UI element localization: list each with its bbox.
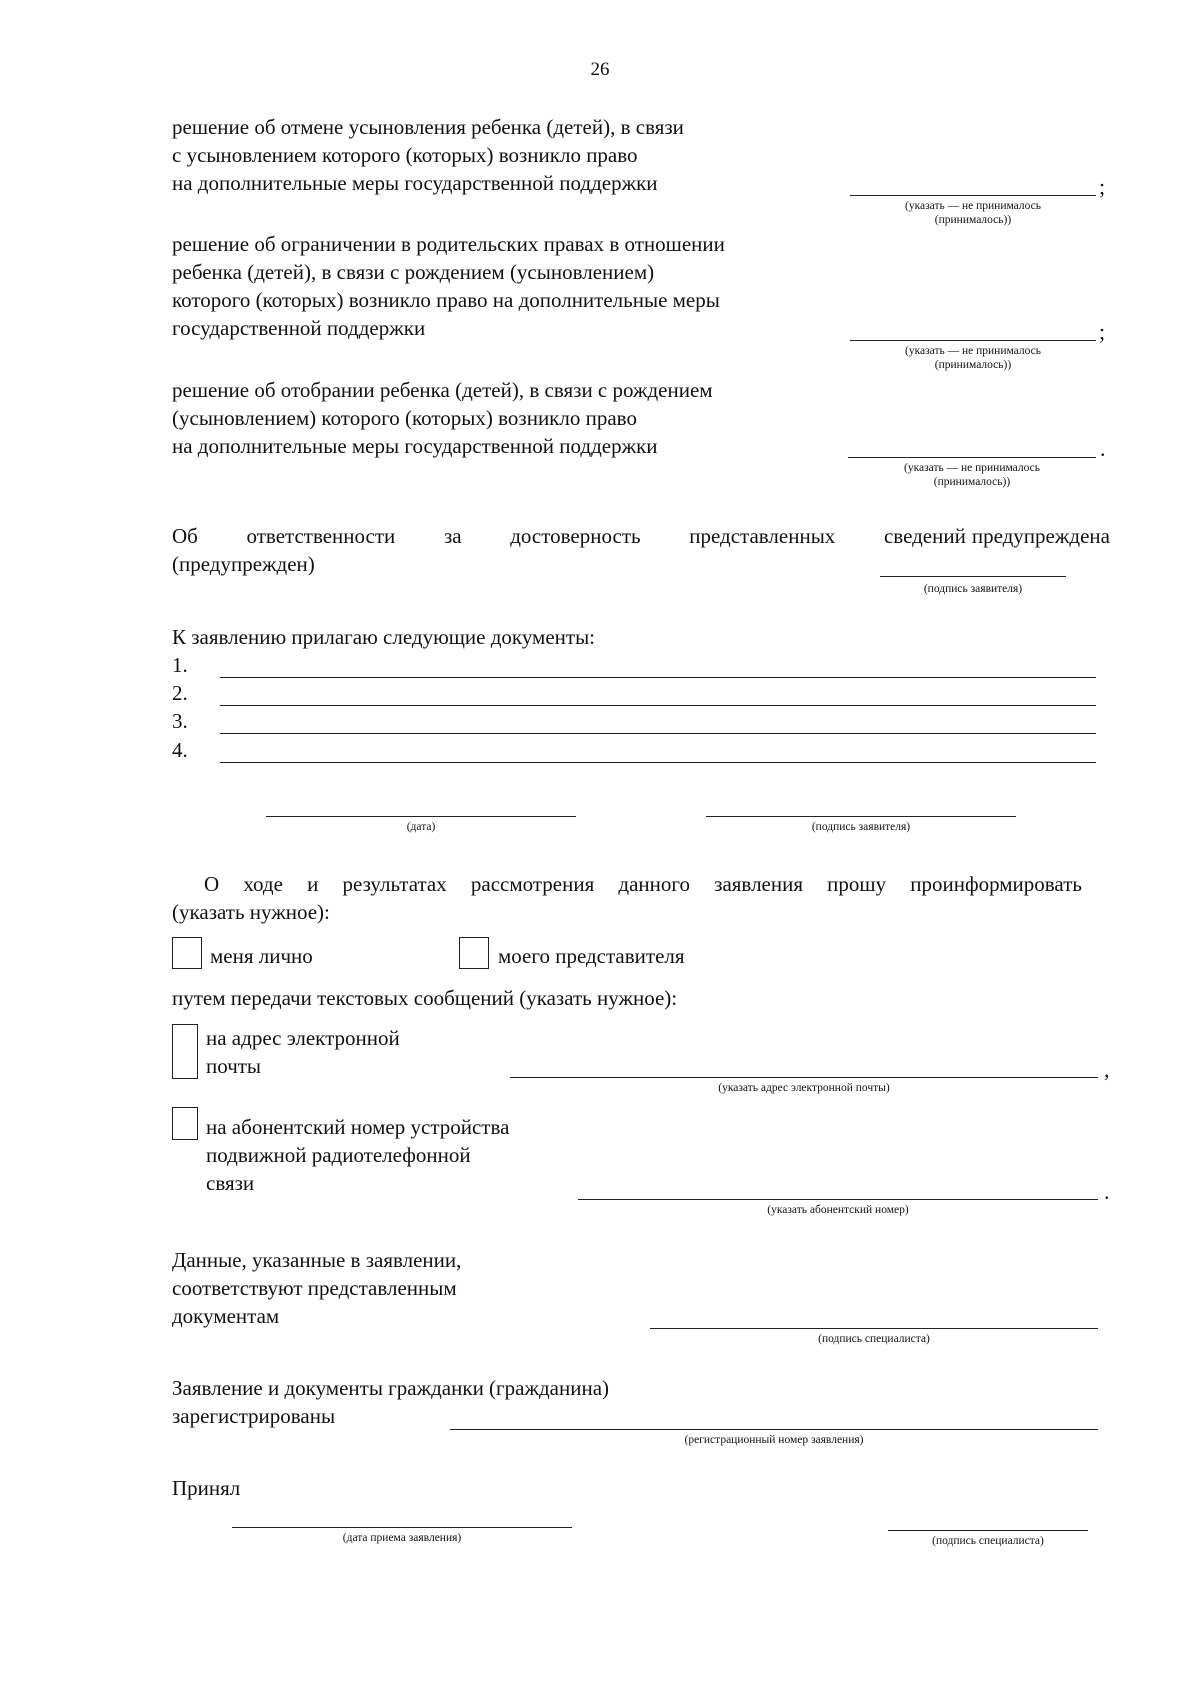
registration-statement: Заявление и документы гражданки (гражданина) зарегистрированы xyxy=(172,1376,610,1428)
option-representative-label: моего представителя xyxy=(498,944,685,968)
decision-2-line-1: решение об ограничении в родительских правах в отношении xyxy=(172,232,725,256)
phone-punct: . xyxy=(1104,1179,1110,1204)
attachments-signature-line[interactable] xyxy=(706,816,1016,817)
decision-3-answer-line[interactable] xyxy=(848,457,1096,458)
registration-number-line[interactable] xyxy=(450,1429,1098,1430)
verification-statement: Данные, указанные в заявлении, соответствуют представленным документам xyxy=(172,1248,462,1328)
decision-1-caption: (указать — не принималось (принималось)) xyxy=(905,200,1041,226)
attachment-number-1: 1. xyxy=(172,653,188,677)
accepted-signature-line[interactable] xyxy=(888,1530,1088,1531)
option-self-label: меня лично xyxy=(210,944,313,968)
decision-limit-parental-rights xyxy=(172,230,725,342)
attachment-line-3[interactable] xyxy=(220,733,1096,734)
attachments-title: К заявлению прилагаю следующие документы: xyxy=(172,625,596,649)
checkbox-email[interactable] xyxy=(172,1024,198,1079)
decision-removal-of-child xyxy=(172,376,713,460)
method-title: путем передачи текстовых сообщений (указать нужное): xyxy=(172,986,678,1010)
responsibility-statement: Об ответственности за достоверность представленных сведений предупреждена xyxy=(172,524,1110,548)
decision-1-line-3: на дополнительные меры государственной поддержки xyxy=(172,171,658,195)
inform-line-2: (указать нужное): xyxy=(172,900,330,924)
decision-3-caption: (указать — не принималось (принималось)) xyxy=(904,462,1040,488)
decision-2-punct: ; xyxy=(1099,319,1106,344)
email-caption: (указать адрес электронной почты) xyxy=(718,1082,890,1094)
decision-2-caption: (указать — не принималось (принималось)) xyxy=(905,345,1041,371)
verification-signature-caption: (подпись специалиста) xyxy=(818,1333,930,1345)
accepted-date-line[interactable] xyxy=(232,1527,572,1528)
checkbox-phone[interactable] xyxy=(172,1107,198,1140)
responsibility-signature-caption: (подпись заявителя) xyxy=(923,583,1023,595)
decision-3-line-3: на дополнительные меры государственной поддержки xyxy=(172,434,658,458)
responsibility-signature-line[interactable] xyxy=(880,576,1066,577)
phone-caption: (указать абонентский номер) xyxy=(767,1204,909,1216)
registration-number-caption: (регистрационный номер заявления) xyxy=(684,1434,864,1446)
email-address-line[interactable] xyxy=(510,1077,1098,1078)
decision-cancel-adoption xyxy=(172,113,684,197)
attachments-signature-caption: (подпись заявителя) xyxy=(811,821,911,833)
decision-3-line-1: решение об отобрании ребенка (детей), в связи с рождением xyxy=(172,378,713,402)
decision-1-answer-line[interactable] xyxy=(850,195,1096,196)
decision-3-line-2: (усыновлением) которого (которых) возникло право xyxy=(172,406,637,430)
attachment-number-3: 3. xyxy=(172,709,188,733)
decision-2-answer-line[interactable] xyxy=(850,340,1096,341)
attachments-date-caption: (дата) xyxy=(406,821,436,833)
phone-number-line[interactable] xyxy=(578,1199,1098,1200)
decision-1-line-1: решение об отмене усыновления ребенка (детей), в связи xyxy=(172,115,684,139)
decision-2-line-2: ребенка (детей), в связи с рождением (усыновлением) xyxy=(172,260,655,284)
page-number: 26 xyxy=(590,59,610,80)
accepted-signature-caption: (подпись специалиста) xyxy=(932,1535,1044,1547)
attachments-date-line[interactable] xyxy=(266,816,576,817)
responsibility-line-2: (предупрежден) xyxy=(172,552,315,576)
attachment-line-1[interactable] xyxy=(220,677,1096,678)
email-punct: , xyxy=(1104,1057,1110,1082)
accepted-label: Принял xyxy=(172,1476,241,1500)
attachment-number-2: 2. xyxy=(172,681,188,705)
accepted-date-caption: (дата приема заявления) xyxy=(342,1532,462,1544)
decision-3-punct: . xyxy=(1100,436,1106,461)
checkbox-self[interactable] xyxy=(172,937,202,969)
email-option-label: на адрес электронной почты xyxy=(206,1026,400,1078)
attachment-line-4[interactable] xyxy=(220,762,1096,763)
verification-signature-line[interactable] xyxy=(650,1328,1098,1329)
attachment-line-2[interactable] xyxy=(220,705,1096,706)
decision-2-line-4: государственной поддержки xyxy=(172,316,426,340)
decision-1-line-2: с усыновлением которого (которых) возникло право xyxy=(172,143,638,167)
inform-statement: О ходе и результатах рассмотрения данного заявления прошу проинформировать xyxy=(204,872,1082,896)
attachment-number-4: 4. xyxy=(172,738,188,762)
decision-1-punct: ; xyxy=(1099,174,1106,199)
decision-2-line-3: которого (которых) возникло право на дополнительные меры xyxy=(172,288,720,312)
phone-option-label: на абонентский номер устройства подвижной радиотелефонной связи xyxy=(206,1115,510,1195)
checkbox-representative[interactable] xyxy=(459,937,489,969)
